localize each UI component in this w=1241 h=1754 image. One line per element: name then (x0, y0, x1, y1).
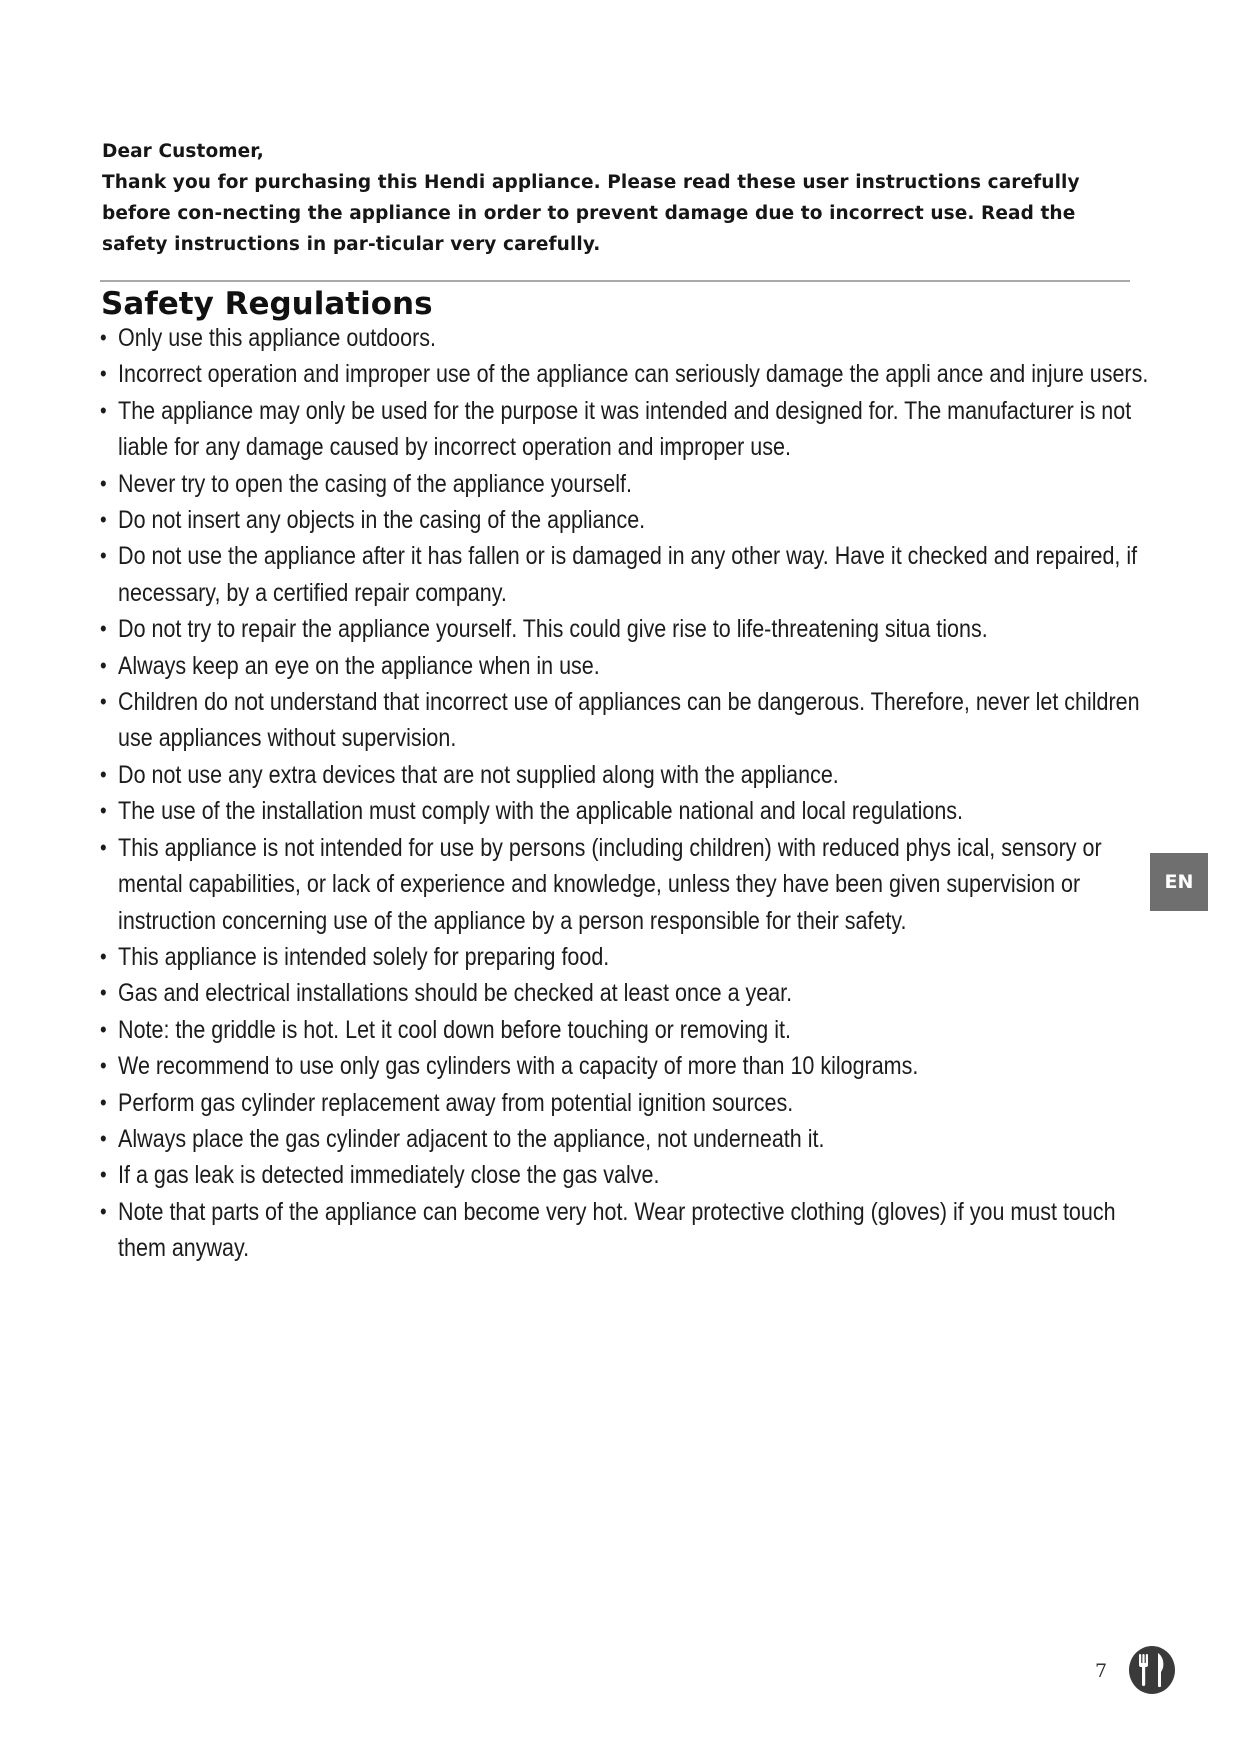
list-item-text: The use of the installation must comply with the applicable national and local regulations. (118, 797, 964, 826)
bullet-icon: • (100, 689, 107, 715)
list-item (100, 648, 1159, 684)
list-item (100, 830, 1159, 939)
bullet-icon: • (100, 397, 107, 423)
list-item-text: Do not insert any objects in the casing of the appliance. (118, 506, 646, 535)
bullet-icon: • (100, 652, 107, 678)
section-title: Safety Regulations (101, 286, 433, 322)
list-item-text: Do not use any extra devices that are not supplied along with the appliance. (118, 760, 839, 789)
list-item (100, 393, 1159, 466)
list-item (100, 1048, 1159, 1084)
bullet-icon: • (100, 507, 107, 533)
list-item (100, 757, 1159, 793)
list-item-text: If a gas leak is detected immediately close the gas valve. (118, 1161, 660, 1190)
intro-text: Thank you for purchasing this Hendi appliance. Please read these user instructions carefully before con-necting the appliance in order to prevent damage due to incorrect use. Read the safety instructions in par-ticular very carefully. (102, 172, 1080, 255)
bullet-icon: • (100, 1053, 107, 1079)
list-item (100, 1194, 1159, 1267)
language-tab: EN (1150, 853, 1208, 911)
list-item (100, 1012, 1159, 1048)
list-item-text: Incorrect operation and improper use of the appliance can seriously damage the appli ance and injure users. (118, 360, 1149, 389)
divider (100, 280, 1130, 282)
list-item-text: Never try to open the casing of the appliance yourself. (118, 469, 632, 498)
greeting: Dear Customer, (102, 141, 264, 162)
list-item-text: Note: the griddle is hot. Let it cool down before touching or removing it. (118, 1015, 791, 1044)
bullet-icon: • (100, 1198, 107, 1224)
bullet-icon: • (100, 1162, 107, 1188)
intro-block (102, 136, 1132, 260)
page-number: 7 (1095, 1660, 1108, 1682)
list-item (100, 320, 1159, 356)
bullet-icon: • (100, 1125, 107, 1151)
list-item (100, 1121, 1159, 1157)
list-item (100, 939, 1159, 975)
list-item-text: Always place the gas cylinder adjacent to the appliance, not underneath it. (118, 1124, 825, 1153)
cutlery-logo-icon (1128, 1645, 1176, 1695)
bullet-icon: • (100, 361, 107, 387)
safety-rules-list (100, 320, 1149, 1267)
bullet-icon: • (100, 543, 107, 569)
list-item (100, 793, 1159, 829)
list-item-text: Do not try to repair the appliance yourself. This could give rise to life-threatening situa tions. (118, 615, 988, 644)
bullet-icon: • (100, 761, 107, 787)
list-item-text: Perform gas cylinder replacement away from potential ignition sources. (118, 1088, 794, 1117)
list-item-text: Always keep an eye on the appliance when in use. (118, 651, 600, 680)
list-item (100, 1157, 1159, 1193)
list-item-text: This appliance is intended solely for preparing food. (118, 942, 610, 971)
bullet-icon: • (100, 798, 107, 824)
list-item (100, 538, 1159, 611)
list-item (100, 356, 1159, 392)
list-item (100, 611, 1159, 647)
list-item (100, 502, 1159, 538)
list-item-text: We recommend to use only gas cylinders with a capacity of more than 10 kilograms. (118, 1052, 919, 1081)
bullet-icon: • (100, 470, 107, 496)
bullet-icon: • (100, 980, 107, 1006)
bullet-icon: • (100, 325, 107, 350)
list-item-text: Only use this appliance outdoors. (118, 324, 436, 352)
list-item (100, 684, 1159, 757)
list-item-text: Do not use the appliance after it has fallen or is damaged in any other way. Have it checked and repaired, if necessary, by a certified repair company. (118, 542, 1138, 607)
list-item (100, 1085, 1159, 1121)
list-item (100, 975, 1159, 1011)
list-item-text: This appliance is not intended for use by persons (including children) with reduced phys ical, sensory or mental capabilities, or lack of experience and knowledge, unless they have been given supervision or instruction concerning use of the appliance by a person responsible for their safety. (118, 833, 1102, 935)
list-item-text: Note that parts of the appliance can become very hot. Wear protective clothing (gloves) if you must touch them anyway. (118, 1197, 1116, 1263)
bullet-icon: • (100, 943, 107, 969)
list-item-text: Gas and electrical installations should be checked at least once a year. (118, 979, 793, 1008)
bullet-icon: • (100, 1016, 107, 1042)
bullet-icon: • (100, 834, 107, 860)
list-item (100, 466, 1159, 502)
bullet-icon: • (100, 616, 107, 642)
bullet-icon: • (100, 1089, 107, 1115)
list-item-text: Children do not understand that incorrect use of appliances can be dangerous. Therefore, never let children use appliances without supervision. (118, 688, 1140, 753)
list-item-text: The appliance may only be used for the purpose it was intended and designed for. The manufacturer is not liable for any damage caused by incorrect operation and improper use. (118, 396, 1132, 462)
